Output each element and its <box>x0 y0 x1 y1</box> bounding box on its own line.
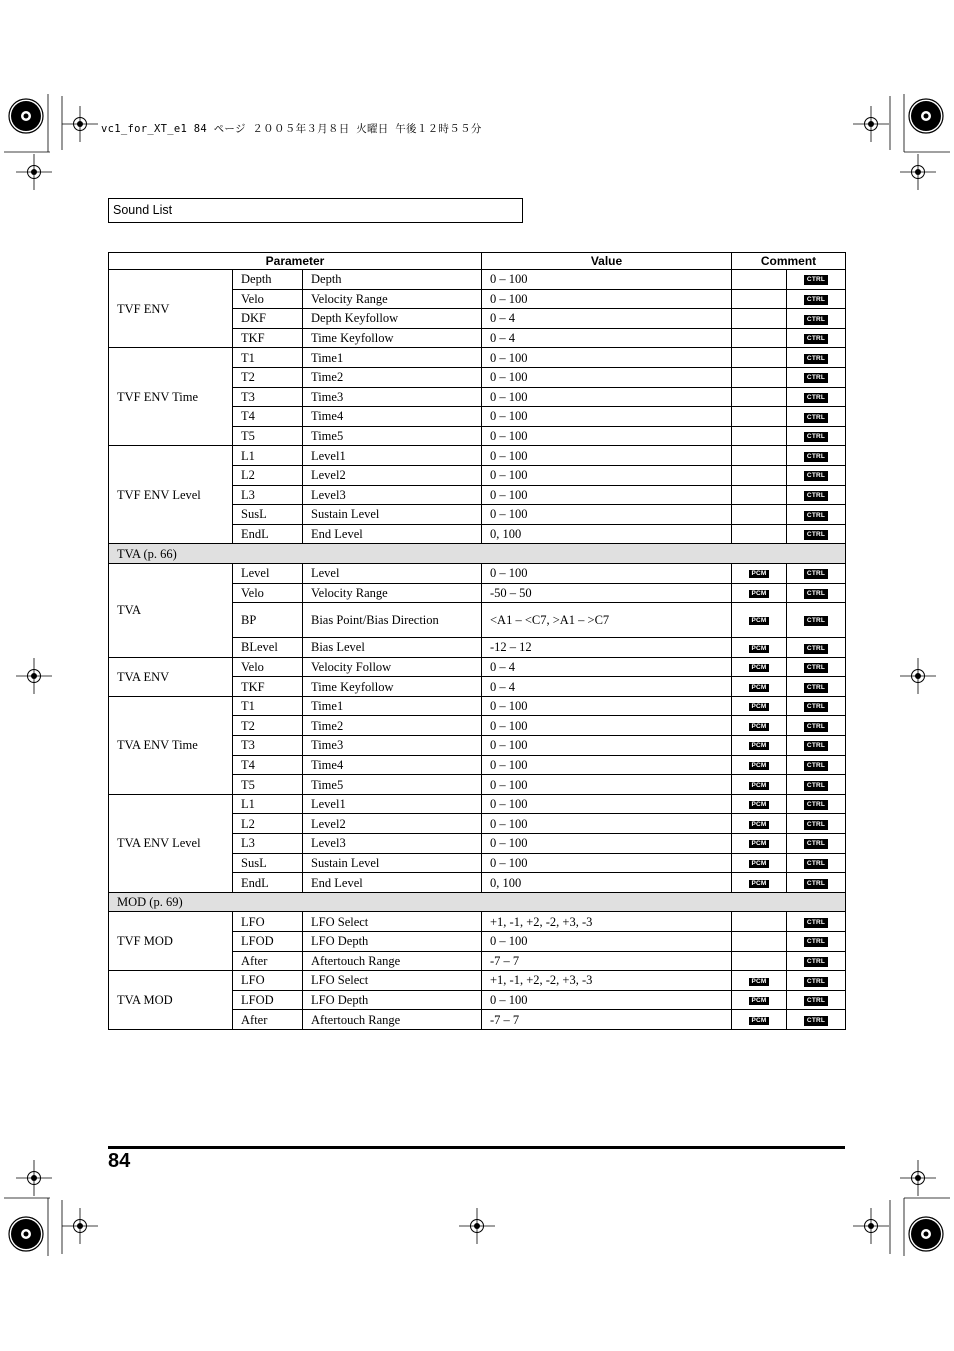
param-abbr: T2 <box>233 716 303 736</box>
ctrl-badge-icon: CTRL <box>806 472 826 480</box>
param-name: Velocity Follow <box>303 657 482 677</box>
ctrl-cell <box>787 328 846 348</box>
param-value: -7 – 7 <box>482 1010 732 1030</box>
pcm-badge-icon: PCM <box>751 617 767 625</box>
table-row <box>109 446 846 466</box>
ctrl-cell <box>787 407 846 427</box>
param-abbr: Depth <box>233 270 303 290</box>
ctrl-cell <box>787 446 846 466</box>
ctrl-badge-icon: CTRL <box>806 335 826 343</box>
param-name: Level1 <box>303 794 482 814</box>
param-name: Bias Point/Bias Direction <box>303 603 482 638</box>
pcm-cell <box>732 951 787 971</box>
ctrl-badge-icon: CTRL <box>806 511 826 519</box>
registration-star-icon <box>9 99 43 133</box>
pcm-badge-icon: PCM <box>751 977 767 985</box>
param-name: Depth Keyfollow <box>303 309 482 329</box>
pcm-cell <box>732 755 787 775</box>
ctrl-cell <box>787 309 846 329</box>
param-value: 0, 100 <box>482 524 732 544</box>
ctrl-badge-icon: CTRL <box>806 276 826 284</box>
ctrl-badge-icon: CTRL <box>806 840 826 848</box>
pcm-cell <box>732 583 787 603</box>
pcm-cell <box>732 1010 787 1030</box>
table-row <box>109 563 846 583</box>
param-value: 0 – 100 <box>482 932 732 952</box>
param-name: Time Keyfollow <box>303 328 482 348</box>
table-header-row <box>109 253 846 270</box>
ctrl-badge-icon: CTRL <box>806 1016 826 1024</box>
ctrl-badge-icon: CTRL <box>806 393 826 401</box>
param-name: Sustain Level <box>303 853 482 873</box>
ctrl-cell <box>787 971 846 991</box>
param-value: 0 – 100 <box>482 387 732 407</box>
ctrl-cell <box>787 657 846 677</box>
registration-star-icon <box>909 1217 943 1251</box>
param-abbr: T2 <box>233 367 303 387</box>
pcm-badge-icon: PCM <box>751 742 767 750</box>
param-name: Level3 <box>303 485 482 505</box>
ctrl-cell <box>787 603 846 638</box>
registration-mark-icon <box>900 658 936 694</box>
param-name: Time3 <box>303 736 482 756</box>
param-value: 0 – 100 <box>482 289 732 309</box>
registration-mark-icon <box>853 1208 889 1244</box>
pcm-badge-icon: PCM <box>751 840 767 848</box>
param-name: Level <box>303 563 482 583</box>
ctrl-badge-icon: CTRL <box>806 589 826 597</box>
section-row <box>109 544 846 564</box>
param-value: +1, -1, +2, -2, +3, -3 <box>482 912 732 932</box>
param-abbr: T1 <box>233 348 303 368</box>
registration-mark-icon <box>900 1160 936 1196</box>
param-value: 0 – 100 <box>482 485 732 505</box>
param-abbr: T3 <box>233 736 303 756</box>
param-value: 0 – 100 <box>482 794 732 814</box>
param-abbr: L2 <box>233 814 303 834</box>
ctrl-cell <box>787 677 846 697</box>
param-abbr: BP <box>233 603 303 638</box>
registration-mark-icon <box>16 1160 52 1196</box>
param-abbr: SusL <box>233 505 303 525</box>
ctrl-badge-icon: CTRL <box>806 452 826 460</box>
table-row <box>109 971 846 991</box>
param-abbr: Velo <box>233 657 303 677</box>
ctrl-badge-icon: CTRL <box>806 820 826 828</box>
footer-rule <box>108 1146 845 1149</box>
ctrl-cell <box>787 367 846 387</box>
param-value: <A1 – <C7, >A1 – >C7 <box>482 603 732 638</box>
ctrl-cell <box>787 505 846 525</box>
pcm-cell <box>732 775 787 795</box>
param-value: 0 – 4 <box>482 677 732 697</box>
pcm-cell <box>732 971 787 991</box>
pcm-badge-icon: PCM <box>751 703 767 711</box>
registration-mark-icon <box>459 1208 495 1244</box>
ctrl-cell <box>787 485 846 505</box>
registration-mark-icon <box>900 154 936 190</box>
param-abbr: T4 <box>233 755 303 775</box>
param-abbr: L1 <box>233 446 303 466</box>
pcm-badge-icon: PCM <box>751 722 767 730</box>
pcm-cell <box>732 367 787 387</box>
pcm-cell <box>732 912 787 932</box>
pcm-cell <box>732 814 787 834</box>
group-label: TVA ENV Time <box>109 696 233 794</box>
pcm-cell <box>732 348 787 368</box>
param-value: 0 – 100 <box>482 696 732 716</box>
param-abbr: TKF <box>233 328 303 348</box>
group-label: TVA <box>109 563 233 657</box>
param-abbr: TKF <box>233 677 303 697</box>
group-label: TVF ENV Level <box>109 446 233 544</box>
ctrl-cell <box>787 583 846 603</box>
ctrl-cell <box>787 638 846 658</box>
param-name: LFO Select <box>303 971 482 991</box>
param-value: 0 – 100 <box>482 563 732 583</box>
section-row <box>109 892 846 912</box>
param-name: Time3 <box>303 387 482 407</box>
ctrl-badge-icon: CTRL <box>806 491 826 499</box>
param-value: 0 – 100 <box>482 270 732 290</box>
param-name: Velocity Range <box>303 583 482 603</box>
ctrl-badge-icon: CTRL <box>806 958 826 966</box>
param-abbr: BLevel <box>233 638 303 658</box>
ctrl-badge-icon: CTRL <box>806 977 826 985</box>
param-value: 0 – 100 <box>482 775 732 795</box>
pcm-cell <box>732 736 787 756</box>
param-value: -50 – 50 <box>482 583 732 603</box>
pcm-badge-icon: PCM <box>751 762 767 770</box>
ctrl-cell <box>787 387 846 407</box>
param-name: Aftertouch Range <box>303 951 482 971</box>
pcm-badge-icon: PCM <box>751 644 767 652</box>
pcm-cell <box>732 270 787 290</box>
ctrl-badge-icon: CTRL <box>806 374 826 382</box>
pcm-cell <box>732 853 787 873</box>
registration-star-icon <box>9 1217 43 1251</box>
param-name: Velocity Range <box>303 289 482 309</box>
group-label: TVA MOD <box>109 971 233 1030</box>
registration-mark-icon <box>16 154 52 190</box>
param-abbr: T5 <box>233 775 303 795</box>
ctrl-badge-icon: CTRL <box>806 644 826 652</box>
ctrl-badge-icon: CTRL <box>806 722 826 730</box>
pcm-badge-icon: PCM <box>751 1016 767 1024</box>
ctrl-badge-icon: CTRL <box>806 997 826 1005</box>
param-abbr: After <box>233 1010 303 1030</box>
param-value: 0 – 4 <box>482 309 732 329</box>
ctrl-badge-icon: CTRL <box>806 781 826 789</box>
param-name: Time4 <box>303 407 482 427</box>
param-abbr: Level <box>233 563 303 583</box>
ctrl-cell <box>787 270 846 290</box>
param-value: 0 – 100 <box>482 407 732 427</box>
group-label: TVF ENV <box>109 270 233 348</box>
registration-mark-icon <box>16 658 52 694</box>
param-abbr: T3 <box>233 387 303 407</box>
param-name: End Level <box>303 524 482 544</box>
pcm-cell <box>732 603 787 638</box>
param-abbr: LFO <box>233 912 303 932</box>
param-value: 0 – 4 <box>482 657 732 677</box>
param-name: Level2 <box>303 465 482 485</box>
pcm-badge-icon: PCM <box>751 683 767 691</box>
registration-star-icon <box>909 99 943 133</box>
pcm-cell <box>732 505 787 525</box>
param-abbr: After <box>233 951 303 971</box>
param-name: Time1 <box>303 348 482 368</box>
ctrl-cell <box>787 912 846 932</box>
ctrl-badge-icon: CTRL <box>806 879 826 887</box>
ctrl-badge-icon: CTRL <box>806 860 826 868</box>
ctrl-cell <box>787 755 846 775</box>
param-name: End Level <box>303 873 482 893</box>
pcm-cell <box>732 834 787 854</box>
ctrl-badge-icon: CTRL <box>806 315 826 323</box>
table-body <box>109 270 846 1030</box>
param-abbr: Velo <box>233 583 303 603</box>
param-value: +1, -1, +2, -2, +3, -3 <box>482 971 732 991</box>
pcm-cell <box>732 446 787 466</box>
param-name: Time5 <box>303 775 482 795</box>
param-value: 0 – 100 <box>482 716 732 736</box>
pcm-cell <box>732 677 787 697</box>
parameter-table <box>108 252 846 1030</box>
section-title: Sound List <box>108 198 523 223</box>
ctrl-badge-icon: CTRL <box>806 413 826 421</box>
param-name: Sustain Level <box>303 505 482 525</box>
ctrl-cell <box>787 716 846 736</box>
ctrl-cell <box>787 289 846 309</box>
ctrl-cell <box>787 696 846 716</box>
param-abbr: L3 <box>233 485 303 505</box>
table-row <box>109 696 846 716</box>
ctrl-badge-icon: CTRL <box>806 433 826 441</box>
group-label: TVF ENV Time <box>109 348 233 446</box>
ctrl-badge-icon: CTRL <box>806 683 826 691</box>
pcm-cell <box>732 387 787 407</box>
param-value: 0 – 100 <box>482 367 732 387</box>
group-label: TVA ENV <box>109 657 233 696</box>
ctrl-cell <box>787 932 846 952</box>
param-value: -12 – 12 <box>482 638 732 658</box>
ctrl-cell <box>787 524 846 544</box>
pcm-cell <box>732 873 787 893</box>
ctrl-cell <box>787 736 846 756</box>
ctrl-badge-icon: CTRL <box>806 664 826 672</box>
param-name: Time Keyfollow <box>303 677 482 697</box>
param-name: Time4 <box>303 755 482 775</box>
table-row <box>109 348 846 368</box>
param-abbr: L3 <box>233 834 303 854</box>
ctrl-badge-icon: CTRL <box>806 918 826 926</box>
param-name: Level2 <box>303 814 482 834</box>
ctrl-badge-icon: CTRL <box>806 296 826 304</box>
ctrl-cell <box>787 563 846 583</box>
param-abbr: LFOD <box>233 932 303 952</box>
ctrl-cell <box>787 465 846 485</box>
pcm-cell <box>732 524 787 544</box>
param-value: 0, 100 <box>482 873 732 893</box>
section-label: MOD (p. 69) <box>109 892 846 912</box>
registration-mark-icon <box>853 106 889 142</box>
pcm-cell <box>732 407 787 427</box>
table-row <box>109 912 846 932</box>
pcm-cell <box>732 309 787 329</box>
param-abbr: T5 <box>233 426 303 446</box>
param-value: 0 – 100 <box>482 348 732 368</box>
param-name: LFO Select <box>303 912 482 932</box>
param-abbr: LFO <box>233 971 303 991</box>
ctrl-cell <box>787 1010 846 1030</box>
ctrl-cell <box>787 853 846 873</box>
registration-mark-icon <box>62 106 98 142</box>
pcm-badge-icon: PCM <box>751 879 767 887</box>
ctrl-cell <box>787 794 846 814</box>
param-value: 0 – 100 <box>482 736 732 756</box>
param-abbr: T4 <box>233 407 303 427</box>
param-name: Time5 <box>303 426 482 446</box>
param-value: 0 – 100 <box>482 834 732 854</box>
ctrl-badge-icon: CTRL <box>806 570 826 578</box>
group-label: TVF MOD <box>109 912 233 971</box>
pcm-cell <box>732 563 787 583</box>
pcm-cell <box>732 716 787 736</box>
pcm-cell <box>732 657 787 677</box>
section-label: TVA (p. 66) <box>109 544 846 564</box>
param-abbr: Velo <box>233 289 303 309</box>
param-value: 0 – 100 <box>482 505 732 525</box>
pcm-cell <box>732 990 787 1010</box>
param-name: Level1 <box>303 446 482 466</box>
param-abbr: L1 <box>233 794 303 814</box>
registration-mark-icon <box>62 1208 98 1244</box>
header-value: Value <box>482 253 732 270</box>
param-name: Bias Level <box>303 638 482 658</box>
pcm-cell <box>732 328 787 348</box>
param-name: Aftertouch Range <box>303 1010 482 1030</box>
param-abbr: SusL <box>233 853 303 873</box>
ctrl-badge-icon: CTRL <box>806 801 826 809</box>
ctrl-cell <box>787 873 846 893</box>
pcm-cell <box>732 794 787 814</box>
group-label: TVA ENV Level <box>109 794 233 892</box>
param-value: 0 – 4 <box>482 328 732 348</box>
pcm-badge-icon: PCM <box>751 801 767 809</box>
header-comment: Comment <box>732 253 846 270</box>
pcm-badge-icon: PCM <box>751 781 767 789</box>
ctrl-cell <box>787 426 846 446</box>
param-name: Level3 <box>303 834 482 854</box>
ctrl-cell <box>787 814 846 834</box>
ctrl-badge-icon: CTRL <box>806 938 826 946</box>
param-abbr: T1 <box>233 696 303 716</box>
ctrl-badge-icon: CTRL <box>806 703 826 711</box>
pcm-badge-icon: PCM <box>751 589 767 597</box>
print-header: vc1_for_XT_e1 84 ページ ２００５年３月８日 火曜日 午後１２時５５分 <box>101 123 482 135</box>
param-abbr: EndL <box>233 873 303 893</box>
ctrl-badge-icon: CTRL <box>806 742 826 750</box>
pcm-cell <box>732 289 787 309</box>
param-value: -7 – 7 <box>482 951 732 971</box>
pcm-cell <box>732 485 787 505</box>
param-name: Time2 <box>303 367 482 387</box>
param-value: 0 – 100 <box>482 465 732 485</box>
ctrl-badge-icon: CTRL <box>806 762 826 770</box>
param-name: Time1 <box>303 696 482 716</box>
table-row <box>109 270 846 290</box>
param-name: LFO Depth <box>303 932 482 952</box>
param-value: 0 – 100 <box>482 814 732 834</box>
pcm-badge-icon: PCM <box>751 820 767 828</box>
ctrl-cell <box>787 775 846 795</box>
param-name: LFO Depth <box>303 990 482 1010</box>
pcm-badge-icon: PCM <box>751 664 767 672</box>
param-value: 0 – 100 <box>482 853 732 873</box>
pcm-cell <box>732 465 787 485</box>
pcm-cell <box>732 638 787 658</box>
ctrl-badge-icon: CTRL <box>806 617 826 625</box>
pcm-cell <box>732 932 787 952</box>
param-value: 0 – 100 <box>482 446 732 466</box>
param-name: Time2 <box>303 716 482 736</box>
pcm-badge-icon: PCM <box>751 860 767 868</box>
param-abbr: L2 <box>233 465 303 485</box>
table-row <box>109 657 846 677</box>
param-name: Depth <box>303 270 482 290</box>
ctrl-badge-icon: CTRL <box>806 531 826 539</box>
ctrl-badge-icon: CTRL <box>806 354 826 362</box>
ctrl-cell <box>787 348 846 368</box>
ctrl-cell <box>787 834 846 854</box>
param-abbr: DKF <box>233 309 303 329</box>
param-value: 0 – 100 <box>482 426 732 446</box>
page-number: 84 <box>108 1150 131 1172</box>
ctrl-cell <box>787 951 846 971</box>
header-parameter: Parameter <box>109 253 482 270</box>
pcm-badge-icon: PCM <box>751 570 767 578</box>
param-value: 0 – 100 <box>482 990 732 1010</box>
ctrl-cell <box>787 990 846 1010</box>
pcm-cell <box>732 426 787 446</box>
pcm-cell <box>732 696 787 716</box>
table-row <box>109 794 846 814</box>
pcm-badge-icon: PCM <box>751 997 767 1005</box>
param-abbr: EndL <box>233 524 303 544</box>
param-value: 0 – 100 <box>482 755 732 775</box>
param-abbr: LFOD <box>233 990 303 1010</box>
